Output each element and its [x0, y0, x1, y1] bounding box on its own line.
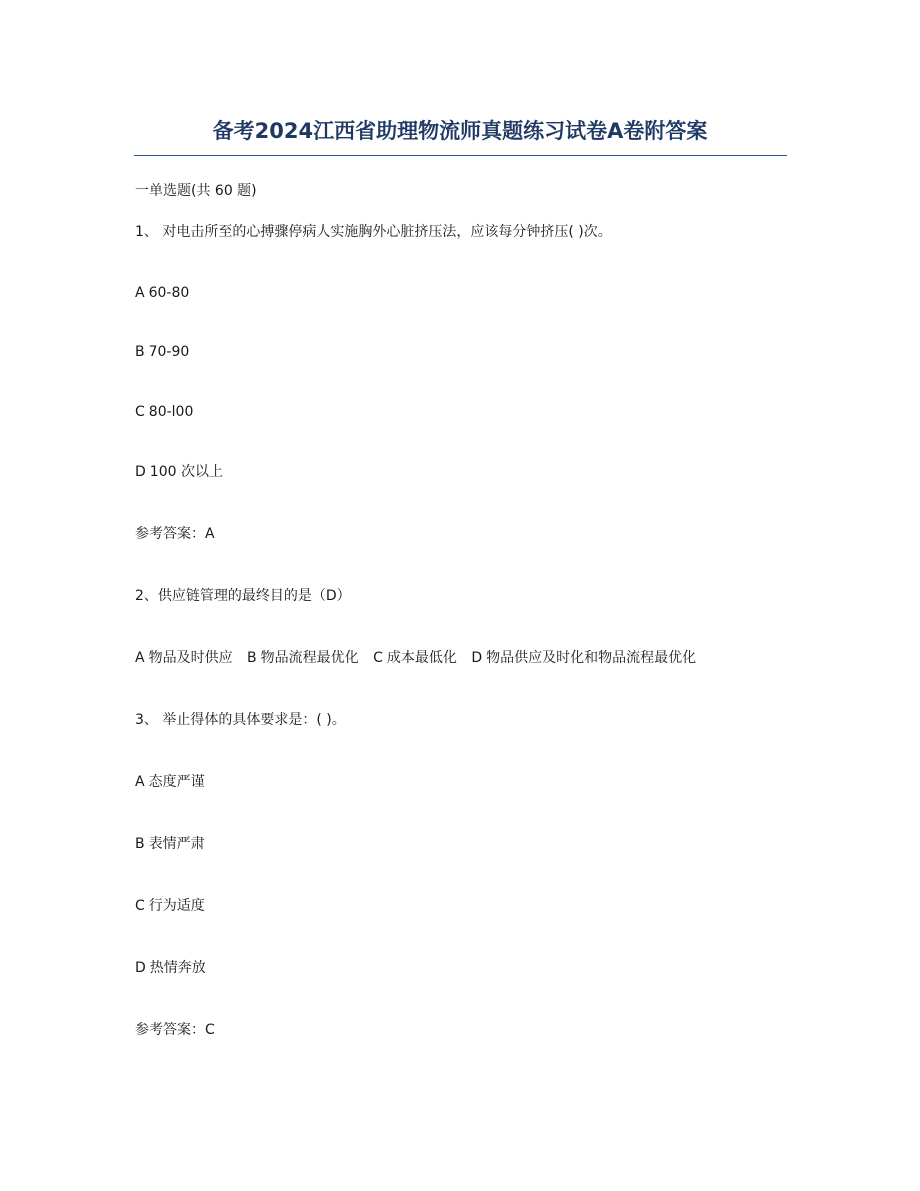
- question-3-answer: 参考答案：C: [135, 1022, 215, 1038]
- option-letter: A: [135, 650, 145, 666]
- option-letter: D: [471, 650, 483, 666]
- question-2-option-a: [135, 650, 233, 666]
- question-2-stem: 2、供应链管理的最终目的是（D）: [135, 588, 351, 604]
- option-letter: A: [135, 774, 145, 790]
- option-text: 物品流程最优化: [260, 650, 359, 666]
- option-text: 100 次以上: [149, 464, 223, 480]
- option-letter: C: [135, 404, 145, 420]
- question-3-option-d: [135, 958, 206, 978]
- option-letter: D: [135, 960, 146, 976]
- option-letter: C: [135, 898, 145, 914]
- question-1-option-c: [135, 402, 193, 422]
- option-text: 成本最低化: [386, 650, 457, 666]
- option-text: 态度严谨: [148, 774, 205, 790]
- question-2-options: [135, 648, 696, 668]
- option-text: 物品供应及时化和物品流程最优化: [486, 650, 697, 666]
- title-underline: [134, 155, 787, 156]
- option-text: 表情严肃: [148, 836, 205, 852]
- option-text: 80-l00: [148, 404, 194, 420]
- option-letter: A: [135, 285, 145, 301]
- option-text: 60-80: [148, 285, 190, 301]
- question-1-option-d: [135, 462, 223, 482]
- option-text: 70-90: [148, 344, 190, 360]
- option-letter: B: [135, 344, 145, 360]
- question-3-stem: 3、 举止得体的具体要求是：( )。: [135, 712, 346, 728]
- option-text: 物品及时供应: [148, 650, 233, 666]
- question-3-option-a: [135, 772, 205, 792]
- question-1-stem: 1、 对电击所至的心搏骤停病人实施胸外心脏挤压法，应该每分钟挤压( )次。: [135, 224, 612, 240]
- question-1-option-b: [135, 342, 189, 362]
- question-1-option-a: [135, 283, 189, 303]
- option-letter: B: [247, 650, 257, 666]
- option-text: 行为适度: [148, 898, 205, 914]
- question-3-option-b: [135, 834, 205, 854]
- question-2-option-d: [471, 650, 696, 666]
- question-2-option-c: [373, 650, 457, 666]
- option-letter: C: [373, 650, 383, 666]
- page-title: 备考2024江西省助理物流师真题练习试卷A卷附答案: [212, 119, 708, 143]
- option-letter: D: [135, 464, 146, 480]
- question-3-option-c: [135, 896, 205, 916]
- question-1-answer: 参考答案：A: [135, 526, 215, 542]
- option-text: 热情奔放: [149, 960, 206, 976]
- option-letter: B: [135, 836, 145, 852]
- question-2-option-b: [247, 650, 359, 666]
- section-header: 一单选题(共 60 题): [135, 183, 257, 199]
